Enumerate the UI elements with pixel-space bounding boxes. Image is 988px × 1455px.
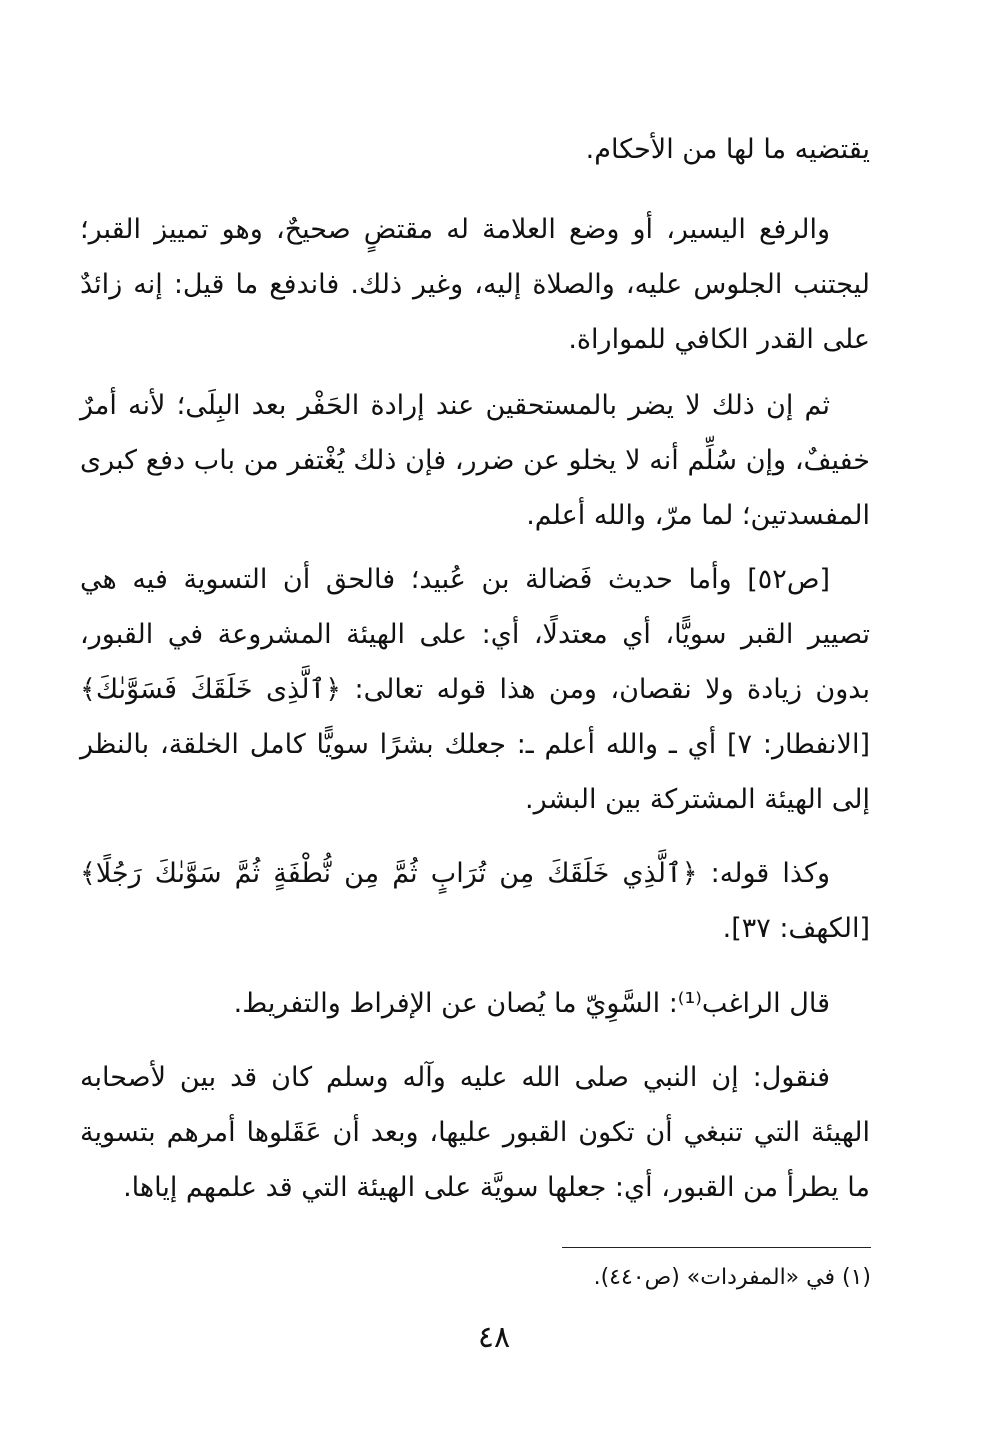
paragraph-4-text: [ص٥٢] وأما حديث فَضالة بن عُبيد؛ فالحق أن التسوية فيه هي تصيير القبر سويًّا، أي معتدلًا، أي: على الهيئة المشروعة في القبور، بدون زيادة ولا نقصان، ومن هذا قوله تعالى: ﴿ٱلَّذِى خَلَقَكَ فَسَوَّىٰكَ﴾ [الانفطار: ٧] أي ـ والله أعلم ـ: جعلك بشرًا سويًّا كامل الخلقة، بالنظر إلى الهيئة المشتركة بين البشر.: [80, 564, 870, 815]
paragraph-3-text: ثم إن ذلك لا يضر بالمستحقين عند إرادة الحَفْر بعد البِلَى؛ لأنه أمرٌ خفيفٌ، وإن سُلِّم أنه لا يخلو عن ضرر، فإن ذلك يُغْتفر من باب دفع كبرى المفسدتين؛ لما مرّ، والله أعلم.: [80, 390, 870, 531]
paragraph-5: [80, 846, 870, 956]
paragraph-7: [80, 1050, 870, 1215]
page-number-text: ٤٨: [477, 1320, 511, 1355]
paragraph-2-text: والرفع اليسير، أو وضع العلامة له مقتضٍ صحيحٌ، وهو تمييز القبر؛ ليجتنب الجلوس عليه، والصلاة إليه، وغير ذلك. فاندفع ما قيل: إنه زائدٌ على القدر الكافي للمواراة.: [80, 214, 870, 355]
footnote: [300, 1258, 871, 1298]
page-number: [0, 1318, 988, 1358]
paragraph-6: [80, 976, 870, 1031]
paragraph-1-text: يقتضيه ما لها من الأحكام.: [585, 134, 870, 165]
paragraph-1: [80, 122, 870, 177]
paragraph-4: [80, 552, 870, 827]
paragraph-6-text: قال الراغب⁽¹⁾: السَّوِيّ ما يُصان عن الإفراط والتفريط.: [233, 988, 830, 1019]
footnote-divider: [562, 1247, 871, 1248]
paragraph-2: [80, 202, 870, 367]
footnote-text: (١) في «المفردات» (ص٤٤٠).: [593, 1265, 871, 1290]
paragraph-5-text: وكذا قوله: ﴿ٱلَّذِي خَلَقَكَ مِن تُرَابٍ ثُمَّ مِن نُّطْفَةٍ ثُمَّ سَوَّىٰكَ رَجُلًا﴾ [الكهف: ٣٧].: [80, 858, 870, 944]
paragraph-7-text: فنقول: إن النبي صلى الله عليه وآله وسلم كان قد بين لأصحابه الهيئة التي تنبغي أن تكون القبور عليها، وبعد أن عَقَلوها أمرهم بتسوية ما يطرأ من القبور، أي: جعلها سويَّة على الهيئة التي قد علمهم إياها.: [80, 1062, 870, 1203]
paragraph-3: [80, 378, 870, 543]
